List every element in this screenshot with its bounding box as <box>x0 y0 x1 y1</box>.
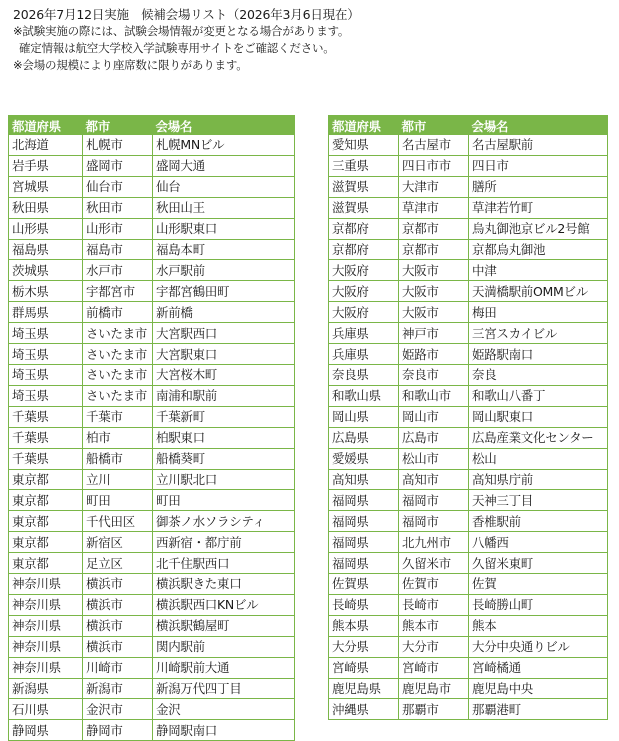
venue-cell: 久留米東町 <box>469 553 608 574</box>
table-row <box>9 720 295 741</box>
venue-cell: 和歌山八番丁 <box>469 385 608 406</box>
venue-cell: 広島産業文化センター <box>469 427 608 448</box>
city-cell: 横浜市 <box>83 636 153 657</box>
prefecture-cell: 兵庫県 <box>329 323 399 344</box>
venue-table-right-body <box>329 135 608 720</box>
prefecture-cell: 千葉県 <box>9 448 83 469</box>
table-row <box>9 636 295 657</box>
column-header-city: 都市 <box>399 116 469 136</box>
city-cell: 福岡市 <box>399 511 469 532</box>
venue-cell: 鹿児島中央 <box>469 678 608 699</box>
table-row <box>329 427 608 448</box>
prefecture-cell: 和歌山県 <box>329 385 399 406</box>
venue-cell: 金沢 <box>153 699 295 720</box>
venue-cell: 西新宿・都庁前 <box>153 532 295 553</box>
table-row <box>329 323 608 344</box>
prefecture-cell: 広島県 <box>329 427 399 448</box>
table-row <box>9 260 295 281</box>
venue-cell: 三宮スカイビル <box>469 323 608 344</box>
notice-confirm: 確定情報は航空大学校入学試験専用サイトをご確認ください。 <box>19 41 335 55</box>
city-cell: 宇都宮市 <box>83 281 153 302</box>
venue-cell: 横浜駅西口KNビル <box>153 594 295 615</box>
prefecture-cell: 埼玉県 <box>9 323 83 344</box>
prefecture-cell: 岡山県 <box>329 406 399 427</box>
prefecture-cell: 滋賀県 <box>329 197 399 218</box>
prefecture-cell: 福岡県 <box>329 490 399 511</box>
city-cell: 新潟市 <box>83 678 153 699</box>
prefecture-cell: 三重県 <box>329 155 399 176</box>
city-cell: 名古屋市 <box>399 135 469 155</box>
venue-cell: 立川駅北口 <box>153 469 295 490</box>
table-row <box>9 406 295 427</box>
venue-cell: 八幡西 <box>469 532 608 553</box>
prefecture-cell: 佐賀県 <box>329 574 399 595</box>
city-cell: 草津市 <box>399 197 469 218</box>
table-row <box>329 302 608 323</box>
prefecture-cell: 熊本県 <box>329 615 399 636</box>
table-row <box>329 490 608 511</box>
table-row <box>9 699 295 720</box>
prefecture-cell: 福岡県 <box>329 511 399 532</box>
venue-cell: 大宮駅西口 <box>153 323 295 344</box>
city-cell: 足立区 <box>83 553 153 574</box>
prefecture-cell: 埼玉県 <box>9 364 83 385</box>
table-row <box>329 176 608 197</box>
venue-cell: 横浜駅鶴屋町 <box>153 615 295 636</box>
venue-cell: 松山 <box>469 448 608 469</box>
table-row <box>329 678 608 699</box>
venue-cell: 山形駅東口 <box>153 218 295 239</box>
venue-cell: 関内駅前 <box>153 636 295 657</box>
venue-cell: 高知県庁前 <box>469 469 608 490</box>
prefecture-cell: 神奈川県 <box>9 594 83 615</box>
prefecture-cell: 千葉県 <box>9 406 83 427</box>
city-cell: 横浜市 <box>83 594 153 615</box>
city-cell: 立川 <box>83 469 153 490</box>
prefecture-cell: 京都府 <box>329 239 399 260</box>
city-cell: 大津市 <box>399 176 469 197</box>
venue-cell: 那覇港町 <box>469 699 608 720</box>
venue-cell: 烏丸御池京ビル2号館 <box>469 218 608 239</box>
venue-cell: 草津若竹町 <box>469 197 608 218</box>
column-header-venue: 会場名 <box>469 116 608 136</box>
city-cell: 仙台市 <box>83 176 153 197</box>
city-cell: 宮崎市 <box>399 657 469 678</box>
table-row <box>329 469 608 490</box>
venue-cell: 南浦和駅前 <box>153 385 295 406</box>
city-cell: 福岡市 <box>399 490 469 511</box>
table-row <box>329 239 608 260</box>
prefecture-cell: 神奈川県 <box>9 615 83 636</box>
prefecture-cell: 福岡県 <box>329 553 399 574</box>
table-row <box>329 594 608 615</box>
table-row <box>9 490 295 511</box>
prefecture-cell: 千葉県 <box>9 427 83 448</box>
city-cell: 広島市 <box>399 427 469 448</box>
prefecture-cell: 東京都 <box>9 511 83 532</box>
prefecture-cell: 愛知県 <box>329 135 399 155</box>
city-cell: 大阪市 <box>399 281 469 302</box>
city-cell: 金沢市 <box>83 699 153 720</box>
city-cell: 久留米市 <box>399 553 469 574</box>
prefecture-cell: 大阪府 <box>329 281 399 302</box>
city-cell: 福島市 <box>83 239 153 260</box>
city-cell: 大分市 <box>399 636 469 657</box>
table-row <box>329 448 608 469</box>
prefecture-cell: 滋賀県 <box>329 176 399 197</box>
table-row <box>9 469 295 490</box>
table-row <box>9 678 295 699</box>
venue-cell: 熊本 <box>469 615 608 636</box>
venue-cell: 中津 <box>469 260 608 281</box>
prefecture-cell: 神奈川県 <box>9 636 83 657</box>
city-cell: 奈良市 <box>399 364 469 385</box>
venue-cell: 岡山駅東口 <box>469 406 608 427</box>
venue-cell: 四日市 <box>469 155 608 176</box>
prefecture-cell: 宮崎県 <box>329 657 399 678</box>
prefecture-cell: 兵庫県 <box>329 344 399 365</box>
table-row <box>329 636 608 657</box>
table-row <box>9 239 295 260</box>
city-cell: 岡山市 <box>399 406 469 427</box>
column-header-venue: 会場名 <box>153 116 295 136</box>
venue-cell: 町田 <box>153 490 295 511</box>
prefecture-cell: 石川県 <box>9 699 83 720</box>
venue-cell: 長崎勝山町 <box>469 594 608 615</box>
column-header-city: 都市 <box>83 116 153 136</box>
venue-cell: 横浜駅きた東口 <box>153 574 295 595</box>
column-header-prefecture: 都道府県 <box>329 116 399 136</box>
prefecture-cell: 東京都 <box>9 532 83 553</box>
table-row <box>329 406 608 427</box>
table-row <box>9 532 295 553</box>
table-row <box>9 657 295 678</box>
table-row <box>9 281 295 302</box>
venue-cell: 梅田 <box>469 302 608 323</box>
city-cell: 鹿児島市 <box>399 678 469 699</box>
table-row <box>9 176 295 197</box>
city-cell: 神戸市 <box>399 323 469 344</box>
table-row <box>9 448 295 469</box>
venue-cell: 膳所 <box>469 176 608 197</box>
prefecture-cell: 茨城県 <box>9 260 83 281</box>
venue-cell: 大宮桜木町 <box>153 364 295 385</box>
venue-cell: 秋田山王 <box>153 197 295 218</box>
venue-cell: 姫路駅南口 <box>469 344 608 365</box>
page-header <box>13 6 613 74</box>
city-cell: 柏市 <box>83 427 153 448</box>
table-row <box>329 615 608 636</box>
city-cell: 横浜市 <box>83 615 153 636</box>
city-cell: 大阪市 <box>399 260 469 281</box>
table-row <box>329 344 608 365</box>
prefecture-cell: 東京都 <box>9 490 83 511</box>
prefecture-cell: 山形県 <box>9 218 83 239</box>
venue-cell: 盛岡大通 <box>153 155 295 176</box>
city-cell: 北九州市 <box>399 532 469 553</box>
table-row <box>329 135 608 155</box>
city-cell: 高知市 <box>399 469 469 490</box>
table-header-row <box>329 116 608 136</box>
table-row <box>329 197 608 218</box>
prefecture-cell: 沖縄県 <box>329 699 399 720</box>
city-cell: 松山市 <box>399 448 469 469</box>
table-row <box>9 385 295 406</box>
city-cell: 和歌山市 <box>399 385 469 406</box>
prefecture-cell: 北海道 <box>9 135 83 155</box>
table-row <box>9 218 295 239</box>
table-row <box>329 364 608 385</box>
table-row <box>9 553 295 574</box>
city-cell: 盛岡市 <box>83 155 153 176</box>
table-row <box>9 302 295 323</box>
table-row <box>329 574 608 595</box>
prefecture-cell: 新潟県 <box>9 678 83 699</box>
prefecture-cell: 栃木県 <box>9 281 83 302</box>
city-cell: 佐賀市 <box>399 574 469 595</box>
prefecture-cell: 埼玉県 <box>9 385 83 406</box>
table-row <box>9 155 295 176</box>
prefecture-cell: 東京都 <box>9 469 83 490</box>
table-row <box>9 323 295 344</box>
table-row <box>329 155 608 176</box>
city-cell: 那覇市 <box>399 699 469 720</box>
city-cell: 川崎市 <box>83 657 153 678</box>
table-row <box>329 699 608 720</box>
venue-cell: 宮崎橘通 <box>469 657 608 678</box>
city-cell: 静岡市 <box>83 720 153 741</box>
prefecture-cell: 神奈川県 <box>9 657 83 678</box>
column-header-prefecture: 都道府県 <box>9 116 83 136</box>
city-cell: さいたま市 <box>83 344 153 365</box>
city-cell: 船橋市 <box>83 448 153 469</box>
city-cell: さいたま市 <box>83 385 153 406</box>
city-cell: 京都市 <box>399 239 469 260</box>
venue-cell: 奈良 <box>469 364 608 385</box>
prefecture-cell: 高知県 <box>329 469 399 490</box>
venue-table-left <box>8 115 295 741</box>
prefecture-cell: 福岡県 <box>329 532 399 553</box>
table-row <box>329 511 608 532</box>
venue-cell: 大宮駅東口 <box>153 344 295 365</box>
notice-capacity: ※会場の規模により座席数に限りがあります。 <box>13 58 248 72</box>
venue-cell: 佐賀 <box>469 574 608 595</box>
city-cell: 秋田市 <box>83 197 153 218</box>
city-cell: さいたま市 <box>83 323 153 344</box>
venue-cell: 福島本町 <box>153 239 295 260</box>
venue-cell: 柏駅東口 <box>153 427 295 448</box>
prefecture-cell: 岩手県 <box>9 155 83 176</box>
table-row <box>329 553 608 574</box>
prefecture-cell: 埼玉県 <box>9 344 83 365</box>
prefecture-cell: 長崎県 <box>329 594 399 615</box>
venue-cell: 川崎駅前大通 <box>153 657 295 678</box>
city-cell: 姫路市 <box>399 344 469 365</box>
city-cell: 横浜市 <box>83 574 153 595</box>
table-row <box>9 364 295 385</box>
prefecture-cell: 東京都 <box>9 553 83 574</box>
prefecture-cell: 宮城県 <box>9 176 83 197</box>
venue-cell: 京都烏丸御池 <box>469 239 608 260</box>
city-cell: 千代田区 <box>83 511 153 532</box>
table-row <box>9 135 295 155</box>
prefecture-cell: 鹿児島県 <box>329 678 399 699</box>
city-cell: 大阪市 <box>399 302 469 323</box>
table-row <box>329 260 608 281</box>
table-row <box>329 385 608 406</box>
venue-cell: 札幌MNビル <box>153 135 295 155</box>
prefecture-cell: 秋田県 <box>9 197 83 218</box>
table-row <box>9 574 295 595</box>
prefecture-cell: 静岡県 <box>9 720 83 741</box>
city-cell: 熊本市 <box>399 615 469 636</box>
city-cell: さいたま市 <box>83 364 153 385</box>
venue-cell: 名古屋駅前 <box>469 135 608 155</box>
venue-cell: 宇都宮鶴田町 <box>153 281 295 302</box>
prefecture-cell: 福島県 <box>9 239 83 260</box>
city-cell: 山形市 <box>83 218 153 239</box>
venue-cell: 水戸駅前 <box>153 260 295 281</box>
prefecture-cell: 大阪府 <box>329 260 399 281</box>
prefecture-cell: 大阪府 <box>329 302 399 323</box>
table-header-row <box>9 116 295 136</box>
venue-cell: 香椎駅前 <box>469 511 608 532</box>
venue-table-left-body <box>9 135 295 741</box>
venue-cell: 新前橋 <box>153 302 295 323</box>
table-row <box>9 594 295 615</box>
prefecture-cell: 神奈川県 <box>9 574 83 595</box>
venue-cell: 仙台 <box>153 176 295 197</box>
venue-cell: 天神三丁目 <box>469 490 608 511</box>
city-cell: 町田 <box>83 490 153 511</box>
city-cell: 長崎市 <box>399 594 469 615</box>
city-cell: 京都市 <box>399 218 469 239</box>
city-cell: 前橋市 <box>83 302 153 323</box>
prefecture-cell: 大分県 <box>329 636 399 657</box>
prefecture-cell: 愛媛県 <box>329 448 399 469</box>
city-cell: 新宿区 <box>83 532 153 553</box>
venue-table-right <box>328 115 608 720</box>
venue-cell: 大分中央通りビル <box>469 636 608 657</box>
venue-cell: 新潟万代四丁目 <box>153 678 295 699</box>
city-cell: 札幌市 <box>83 135 153 155</box>
table-row <box>9 197 295 218</box>
table-row <box>329 657 608 678</box>
table-row <box>9 511 295 532</box>
table-row <box>9 615 295 636</box>
city-cell: 千葉市 <box>83 406 153 427</box>
venue-cell: 天満橋駅前OMMビル <box>469 281 608 302</box>
venue-cell: 御茶ノ水ソラシティ <box>153 511 295 532</box>
page-title: 2026年7月12日実施 候補会場リスト（2026年3月6日現在） <box>13 7 360 22</box>
table-row <box>329 281 608 302</box>
table-row <box>9 427 295 448</box>
table-row <box>329 218 608 239</box>
table-row <box>329 532 608 553</box>
city-cell: 水戸市 <box>83 260 153 281</box>
table-row <box>9 344 295 365</box>
venue-cell: 船橋葵町 <box>153 448 295 469</box>
notice-change: ※試験実施の際には、試験会場情報が変更となる場合があります。 <box>13 24 350 38</box>
city-cell: 四日市市 <box>399 155 469 176</box>
venue-cell: 北千住駅西口 <box>153 553 295 574</box>
venue-cell: 千葉新町 <box>153 406 295 427</box>
prefecture-cell: 奈良県 <box>329 364 399 385</box>
prefecture-cell: 群馬県 <box>9 302 83 323</box>
prefecture-cell: 京都府 <box>329 218 399 239</box>
venue-cell: 静岡駅南口 <box>153 720 295 741</box>
